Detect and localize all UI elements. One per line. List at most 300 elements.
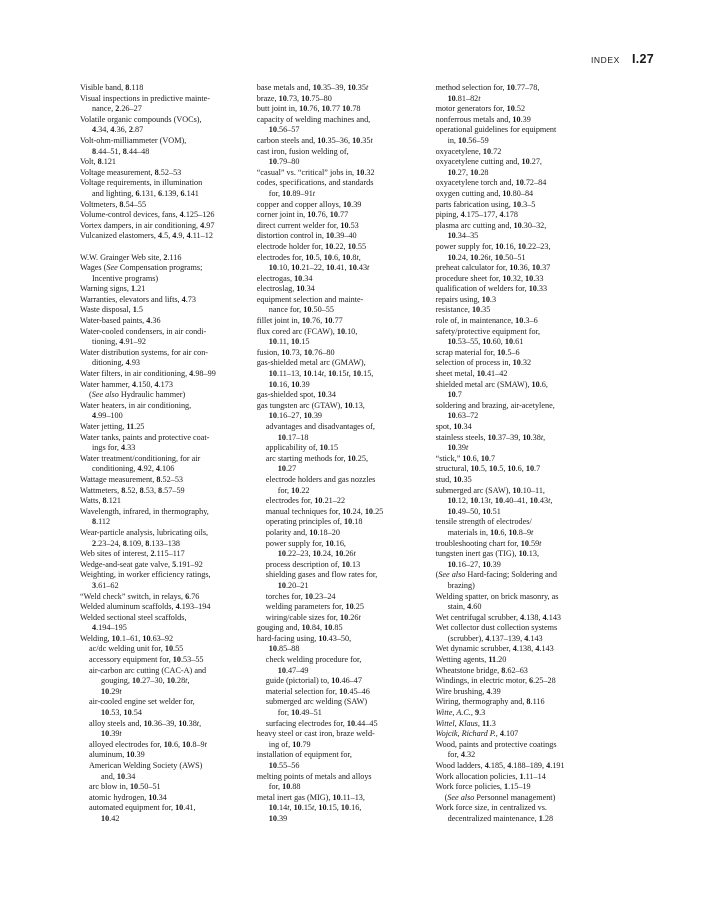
index-entry-line: ac/dc welding unit for, 10.55 (89, 644, 184, 654)
index-entry-line: equipment selection and mainte- (256, 294, 364, 304)
index-entry-line: Visible band, 8.118 (80, 83, 144, 92)
page-number: I.27 (631, 52, 654, 66)
index-entry-line: electrode holder for, 10.22, 10.55 (256, 241, 367, 251)
index-entry-line: 10.49–50, 10.51 (447, 506, 501, 516)
index-entry (80, 486, 255, 497)
index-entry-line: 10.7 (447, 390, 462, 400)
index-subentry (257, 592, 432, 603)
index-entry (436, 316, 660, 327)
index-entry-line: gas-shielded metal arc (GMAW), (256, 358, 366, 368)
index-entry-line: method selection for, 10.77–78, (435, 83, 540, 92)
index-entry-line: 10.20–21 (277, 580, 309, 590)
index-entry (80, 433, 255, 454)
index-entry-line: oxyacetylene cutting and, 10.27, (435, 157, 542, 167)
index-entry (436, 305, 660, 316)
index-entry-line: shielded metal arc (SMAW), 10.6, (435, 379, 548, 389)
index-entry-line: Witte, A.C., 9.3 (435, 708, 486, 718)
index-entry (80, 422, 255, 433)
index-subentry (257, 443, 432, 454)
index-entry-line: Water distribution systems, for air con- (80, 347, 209, 357)
index-entry-line: power supply for, 10.16, 10.22–23, (435, 241, 551, 251)
index-entry-line: 10.27, 10.28 (447, 167, 489, 177)
index-entry-line: 10.39t (101, 729, 122, 739)
index-entry-line: scrap material for, 10.5–6 (435, 347, 520, 357)
index-entry (80, 221, 255, 232)
index-subentry (257, 528, 432, 539)
index-entry (257, 83, 432, 94)
index-entry (257, 147, 432, 168)
index-entry-line: (See also Personnel management) (444, 792, 556, 802)
index-entry-line: piping, 4.175–177, 4.178 (435, 210, 518, 220)
index-entry (80, 83, 255, 94)
index-entry (257, 358, 432, 390)
index-entry (436, 125, 660, 146)
index-entry-line: W.W. Grainger Web site, 2.116 (80, 252, 182, 262)
index-entry (80, 380, 255, 391)
index-entry (80, 316, 255, 327)
index-entry-line: resistance, 10.35 (435, 305, 491, 315)
index-entry (257, 772, 432, 793)
index-subentry (257, 475, 432, 496)
index-entry-line: sheet metal, 10.41–42 (435, 369, 508, 379)
index-entry-line: 3.61–62 (92, 580, 119, 590)
index-entry-line: nance, 2.26–27 (92, 104, 142, 114)
index-entry-line: 4.99–100 (92, 411, 123, 421)
index-entry-line: procedure sheet for, 10.32, 10.33 (435, 273, 544, 283)
index-entry-line: Warning signs, 1.21 (80, 284, 146, 294)
index-entry-line: advantages and disadvantages of, (265, 422, 375, 431)
index-entry-line: stainless steels, 10.37–39, 10.38t, (435, 432, 546, 442)
index-entry-line: Volt, 8.121 (80, 157, 117, 167)
index-entry-line: 10.12, 10.13t, 10.40–41, 10.43t, (447, 496, 553, 506)
index-entry (436, 369, 660, 380)
index-entry (257, 253, 432, 274)
index-entry-line: fillet joint in, 10.76, 10.77 (256, 316, 343, 326)
index-entry (80, 348, 255, 369)
index-entry-line: Wedge-and-seat gate valve, 5.191–92 (80, 559, 203, 569)
index-subentry (80, 655, 255, 666)
index-entry (436, 676, 660, 687)
index-entry-line: 10.16–27, 10.39 (447, 559, 501, 569)
index-entry-line: stud, 10.35 (435, 474, 472, 484)
index-entry (80, 136, 255, 157)
index-entry-line: 10.27 (277, 464, 297, 474)
index-subentry (80, 740, 255, 751)
index-entry (436, 772, 660, 783)
index-entry (257, 750, 432, 771)
index-entry (436, 740, 660, 761)
index-entry-line: 10.16–27, 10.39 (268, 411, 322, 421)
index-entry-line: 10.24, 10.26t, 10.50–51 (447, 252, 526, 262)
index-entry (257, 793, 432, 825)
index-entry-line: 10.39 (268, 813, 288, 823)
index-entry-line: 10.56–57 (268, 125, 300, 135)
index-entry-line: 10.34–35 (447, 231, 479, 241)
index-entry-line: “casual” vs. “critical” jobs in, 10.32 (256, 167, 375, 177)
index-entry-line: 4.194–195 (92, 623, 127, 633)
index-entry-line: Water-cooled condensers, in air condi- (80, 326, 207, 336)
index-entry (257, 284, 432, 295)
index-entry-line: applicability of, 10.15 (265, 443, 339, 453)
index-entry-line: preheat calculator for, 10.36, 10.37 (435, 263, 551, 273)
index-entry-line: Wattage measurement, 8.52–53 (80, 474, 184, 484)
index-entry (436, 570, 660, 591)
index-entry-line: power supply for, 10.16, (265, 538, 346, 548)
index-entry-line: and lighting, 6.131, 6.139, 6.141 (92, 188, 199, 198)
running-head (591, 52, 654, 66)
index-entry (257, 136, 432, 147)
index-entry-line: installation of equipment for, (256, 750, 352, 760)
index-entry (436, 697, 660, 708)
index-entry (257, 390, 432, 401)
index-entry-line: 10.79–80 (268, 157, 300, 167)
index-subentry (80, 782, 255, 793)
index-entry-line: Visual inspections in predictive mainte- (80, 93, 211, 103)
index-entry-line: repairs using, 10.3 (435, 294, 497, 304)
index-entry-line: wiring/cable sizes for, 10.26t (265, 612, 361, 622)
index-entry-line: conditioning, 4.92, 4.106 (92, 464, 175, 474)
index-columns (80, 83, 660, 825)
index-entry-line: for, 10.88 (268, 782, 301, 792)
index-subentry (257, 507, 432, 518)
index-entry (80, 602, 255, 613)
index-entry-line: Waste disposal, 1.5 (80, 305, 144, 315)
index-subentry (80, 750, 255, 761)
index-entry-line: Wet collector dust collection systems (435, 623, 558, 633)
index-entry-line: Watts, 8.121 (80, 496, 121, 506)
index-entry (436, 549, 660, 570)
index-entry-line: Water jetting, 11.25 (80, 422, 145, 431)
index-subentry (257, 560, 432, 571)
index-entry-line: Water tanks, paints and protective coat- (80, 432, 210, 442)
index-column-3 (436, 83, 660, 825)
index-entry-line: plasma arc cutting and, 10.30–32, (435, 220, 547, 230)
index-entry (436, 401, 660, 422)
index-entry (436, 115, 660, 126)
index-entry-line: (See also Hard-facing; Soldering and (435, 570, 557, 580)
index-entry (436, 782, 660, 793)
index-entry (436, 719, 660, 730)
index-entry-line: 10.11–13, 10.14t, 10.15t, 10.15, (268, 369, 374, 379)
index-entry-line: electrodes for, 10.21–22 (265, 496, 346, 506)
index-entry-line: soldering and brazing, air-acetylene, (435, 400, 555, 410)
index-entry (80, 305, 255, 316)
index-entry-line: 10.42 (101, 813, 120, 823)
index-entry-line: Work force size, in centralized vs. (435, 803, 547, 813)
index-column-1 (80, 83, 255, 825)
index-entry-line: fusion, 10.73, 10.76–80 (256, 347, 335, 357)
index-entry-line: Welded aluminum scaffolds, 4.193–194 (80, 602, 211, 612)
index-entry-line: Vortex dampers, in air conditioning, 4.97 (80, 220, 215, 230)
index-subentry (257, 496, 432, 507)
index-entry (257, 348, 432, 359)
index-entry-line: motor generators for, 10.52 (435, 104, 526, 114)
index-entry (436, 284, 660, 295)
index-entry-line: Water treatment/conditioning, for air (80, 453, 201, 463)
index-entry-line: torches for, 10.23–24 (265, 591, 336, 601)
index-entry (257, 104, 432, 115)
index-entry-line: Incentive programs) (92, 273, 159, 283)
index-entry (257, 200, 432, 211)
index-entry-line: for, 4.32 (447, 750, 476, 760)
index-entry (436, 348, 660, 359)
index-entry (257, 178, 432, 199)
index-entry-line: Wet dynamic scrubber, 4.138, 4.143 (435, 644, 554, 654)
group-separator (80, 242, 255, 253)
index-entry-line: oxyacetylene torch and, 10.72–84 (435, 178, 547, 188)
index-subentry (80, 793, 255, 804)
index-entry-line: 10.63–72 (447, 411, 479, 421)
index-entry-line: for, 10.49–51 (277, 708, 322, 718)
index-entry-line: welding parameters for, 10.25 (265, 602, 364, 612)
index-entry-line: Wire brushing, 4.39 (435, 686, 501, 696)
index-entry (436, 613, 660, 624)
index-entry-line: 10.55–56 (268, 761, 300, 770)
index-entry (80, 200, 255, 211)
index-subentry (80, 666, 255, 698)
index-entry-line: Voltage requirements, in illumination (80, 178, 203, 188)
index-entry (257, 115, 432, 136)
index-entry-line: safety/protective equipment for, (435, 326, 541, 336)
index-entry (80, 263, 255, 284)
index-entry-line: gouging and, 10.84, 10.85 (256, 623, 343, 633)
index-entry-line: arc starting methods for, 10.25, (265, 453, 369, 463)
index-subentry (257, 517, 432, 528)
index-entry-line: “stick,” 10.6, 10.7 (435, 453, 496, 463)
index-entry-line: Welding spatter, on brick masonry, as (435, 591, 559, 601)
index-entry-line: 4.34, 4.36, 2.87 (92, 125, 144, 135)
index-entry (80, 549, 255, 560)
index-entry (80, 157, 255, 168)
index-subentry (80, 761, 255, 782)
index-entry-line: air-cooled engine set welder for, (89, 697, 195, 707)
index-entry-line: 10.16, 10.39 (268, 379, 310, 389)
index-entry-line: Water-based paints, 4.36 (80, 316, 161, 326)
index-entry (436, 729, 660, 740)
index-entry-line: 10.53, 10.54 (101, 708, 142, 718)
index-entry (436, 200, 660, 211)
index-entry-line: (See also Hydraulic hammer) (89, 390, 186, 400)
index-entry-line: direct current welder for, 10.53 (256, 220, 359, 230)
index-subentry (257, 676, 432, 687)
index-entry-line: 10.39t (447, 443, 469, 453)
index-entry-line: surfacing electrodes for, 10.44–45 (265, 718, 378, 728)
index-entry-line: metal inert gas (MIG), 10.11–13, (256, 792, 365, 802)
index-entry (436, 221, 660, 242)
index-entry-line: Wiring, thermography and, 8.116 (435, 697, 545, 707)
index-entry-line: tioning, 4.91–92 (92, 337, 146, 347)
index-entry-line: structural, 10.5, 10.5, 10.6, 10.7 (435, 464, 541, 474)
index-entry (436, 708, 660, 719)
index-entry (436, 803, 660, 824)
index-entry (257, 634, 432, 655)
index-entry (436, 666, 660, 677)
index-entry (257, 316, 432, 327)
index-entry (257, 623, 432, 634)
index-entry (80, 295, 255, 306)
index-entry-line: Wages (See Compensation programs; (80, 263, 203, 273)
index-subentry (257, 539, 432, 560)
index-subentry (257, 655, 432, 676)
index-entry (257, 274, 432, 285)
index-entry-line: accessory equipment for, 10.53–55 (89, 655, 204, 665)
index-entry-line: brazing) (447, 580, 475, 590)
index-subentry (257, 687, 432, 698)
index-entry-line: process description of, 10.13 (265, 559, 361, 569)
index-entry (257, 729, 432, 750)
index-entry-line: decentralized maintenance, 1.28 (447, 813, 554, 823)
index-entry (257, 295, 432, 316)
index-entry-line: material selection for, 10.45–46 (265, 686, 370, 696)
index-entry (80, 327, 255, 348)
index-entry (436, 655, 660, 666)
index-entry-line: Voltmeters, 8.54–55 (80, 199, 147, 209)
index-entry-line: 10.81–82t (447, 93, 481, 103)
index-entry-line: ditioning, 4.93 (92, 358, 140, 368)
index-entry-line: codes, specifications, and standards (256, 178, 374, 188)
index-entry-line: 10.85–88 (268, 644, 300, 654)
index-entry (80, 210, 255, 221)
index-entry (80, 528, 255, 549)
index-entry-line: Water filters, in air conditioning, 4.98–99 (80, 369, 216, 379)
index-entry-line: Water hammer, 4.150, 4.173 (80, 379, 173, 389)
index-entry-line: alloyed electrodes for, 10.6, 10.8–9t (89, 739, 207, 749)
index-entry-line: 10.47–49 (277, 665, 309, 675)
index-entry-line: submerged arc (SAW), 10.10–11, (435, 485, 545, 495)
index-entry-line: operating principles of, 10.18 (265, 517, 363, 527)
index-entry (257, 210, 432, 221)
index-entry-line: base metals and, 10.35–39, 10.35t (256, 83, 369, 92)
index-entry-line: polarity and, 10.18–20 (265, 527, 340, 537)
index-entry (436, 380, 660, 401)
index-subentry (257, 613, 432, 624)
index-entry-line: flux cored arc (FCAW), 10.10, (256, 326, 358, 336)
index-entry (80, 634, 255, 645)
index-entry (436, 644, 660, 655)
index-entry-line: Wheatstone bridge, 8.62–63 (435, 665, 528, 675)
index-entry-line: heavy steel or cast iron, braze weld- (256, 729, 375, 739)
index-entry-line: Wood, paints and protective coatings (435, 739, 557, 749)
index-subentry (257, 422, 432, 443)
index-subentry (80, 644, 255, 655)
index-entry (436, 433, 660, 454)
index-entry (436, 761, 660, 772)
index-entry (80, 592, 255, 603)
index-entry (80, 231, 255, 242)
index-entry (80, 560, 255, 571)
index-entry-line: Vulcanized elastomers, 4.5, 4.9, 4.11–12 (80, 231, 213, 241)
index-entry (436, 475, 660, 486)
index-entry (80, 613, 255, 634)
index-entry-line: Warranties, elevators and lifts, 4.73 (80, 294, 196, 304)
index-entry-line: Wojcik, Richard P., 4.107 (435, 729, 519, 739)
index-entry (257, 401, 432, 422)
index-entry-line: American Welding Society (AWS) (89, 761, 203, 770)
index-entry-line: arc blow in, 10.50–51 (89, 782, 161, 792)
index-entry (436, 539, 660, 550)
index-entry-line: Weighting, in worker efficiency ratings, (80, 570, 211, 580)
index-entry (80, 115, 255, 136)
index-entry-line: tensile strength of electrodes/ (435, 517, 532, 527)
index-entry-line: 10.53–55, 10.60, 10.61 (447, 337, 524, 347)
index-entry-line: Wood ladders, 4.185, 4.188–189, 4.191 (435, 761, 565, 770)
index-entry-line: Volatile organic compounds (VOCs), (80, 114, 202, 124)
index-entry (80, 401, 255, 422)
index-entry-line: Work allocation policies, 1.11–14 (435, 771, 546, 781)
index-entry-line: electroslag, 10.34 (256, 284, 315, 294)
index-entry-line: Wet centrifugal scrubber, 4.138, 4.143 (435, 612, 561, 622)
index-subentry (80, 697, 255, 718)
index-entry-line: cast iron, fusion welding of, (256, 146, 349, 156)
index-entry (257, 94, 432, 105)
index-entry (80, 496, 255, 507)
index-column-2 (257, 83, 432, 825)
index-entry-line: electrode holders and gas nozzles (265, 474, 376, 484)
index-entry (436, 422, 660, 433)
index-entry-line: nonferrous metals and, 10.39 (435, 114, 531, 124)
index-entry-line: Water heaters, in air conditioning, (80, 400, 192, 410)
index-entry-line: Work force policies, 1.15–19 (435, 782, 531, 792)
index-entry (436, 210, 660, 221)
index-entry-line: aluminum, 10.39 (89, 750, 145, 760)
index-entry (436, 327, 660, 348)
index-subentry (436, 793, 660, 804)
index-entry (257, 242, 432, 253)
index-entry-line: Wavelength, infrared, in thermography, (80, 506, 209, 516)
index-entry (257, 221, 432, 232)
index-entry (80, 507, 255, 528)
index-entry-line: alloy steels and, 10.36–39, 10.38t, (89, 718, 202, 728)
index-entry-line: 10.11, 10.15 (268, 337, 310, 347)
index-entry-line: spot, 10.34 (435, 422, 472, 431)
index-entry-line: air-carbon arc cutting (CAC-A) and (89, 665, 207, 675)
index-entry (80, 369, 255, 380)
index-entry-line: butt joint in, 10.76, 10.77 10.78 (256, 104, 361, 114)
index-entry (436, 687, 660, 698)
index-entry-line: manual techniques for, 10.24, 10.25 (265, 506, 384, 516)
index-entry-line: Volume-control devices, fans, 4.125–126 (80, 210, 215, 220)
index-entry-line: 2.23–24, 8.109, 8.133–138 (92, 538, 181, 548)
index-entry-line: operational guidelines for equipment (435, 125, 557, 135)
index-entry-line: gas tungsten arc (GTAW), 10.13, (256, 400, 365, 410)
index-subentry (257, 454, 432, 475)
index-entry-line: Welded sectional steel scaffolds, (80, 612, 187, 622)
index-entry-line: capacity of welding machines and, (256, 114, 371, 124)
index-subentry (257, 570, 432, 591)
index-entry (80, 454, 255, 475)
index-entry (80, 570, 255, 591)
index-entry-line: copper and copper alloys, 10.39 (256, 199, 362, 209)
index-entry-line: Voltage measurement, 8.52–53 (80, 167, 182, 177)
index-subentry (80, 803, 255, 824)
index-entry (257, 231, 432, 242)
index-entry-line: Wattmeters, 8.52, 8.53, 8.57–59 (80, 485, 185, 495)
index-entry-line: electrodes for, 10.5, 10.6, 10.8t, (256, 252, 361, 262)
index-entry-line: gas-shielded spot, 10.34 (256, 390, 336, 400)
index-entry-line: and, 10.34 (101, 771, 136, 781)
index-entry (436, 623, 660, 644)
index-entry-line: qualification of welders for, 10.33 (435, 284, 548, 294)
index-entry-line: submerged arc welding (SAW) (265, 697, 368, 707)
index-entry-line: hard-facing using, 10.43–50, (256, 633, 352, 643)
index-entry-line: role of, in maintenance, 10.3–6 (435, 316, 538, 326)
index-entry-line: Wear-particle analysis, lubricating oils, (80, 527, 209, 537)
index-entry (80, 168, 255, 179)
running-head-label: INDEX (590, 55, 620, 65)
index-entry (436, 486, 660, 518)
index-entry-line: 8.44–51, 8.44–48 (92, 146, 150, 156)
index-entry-line: 10.29t (101, 686, 122, 696)
